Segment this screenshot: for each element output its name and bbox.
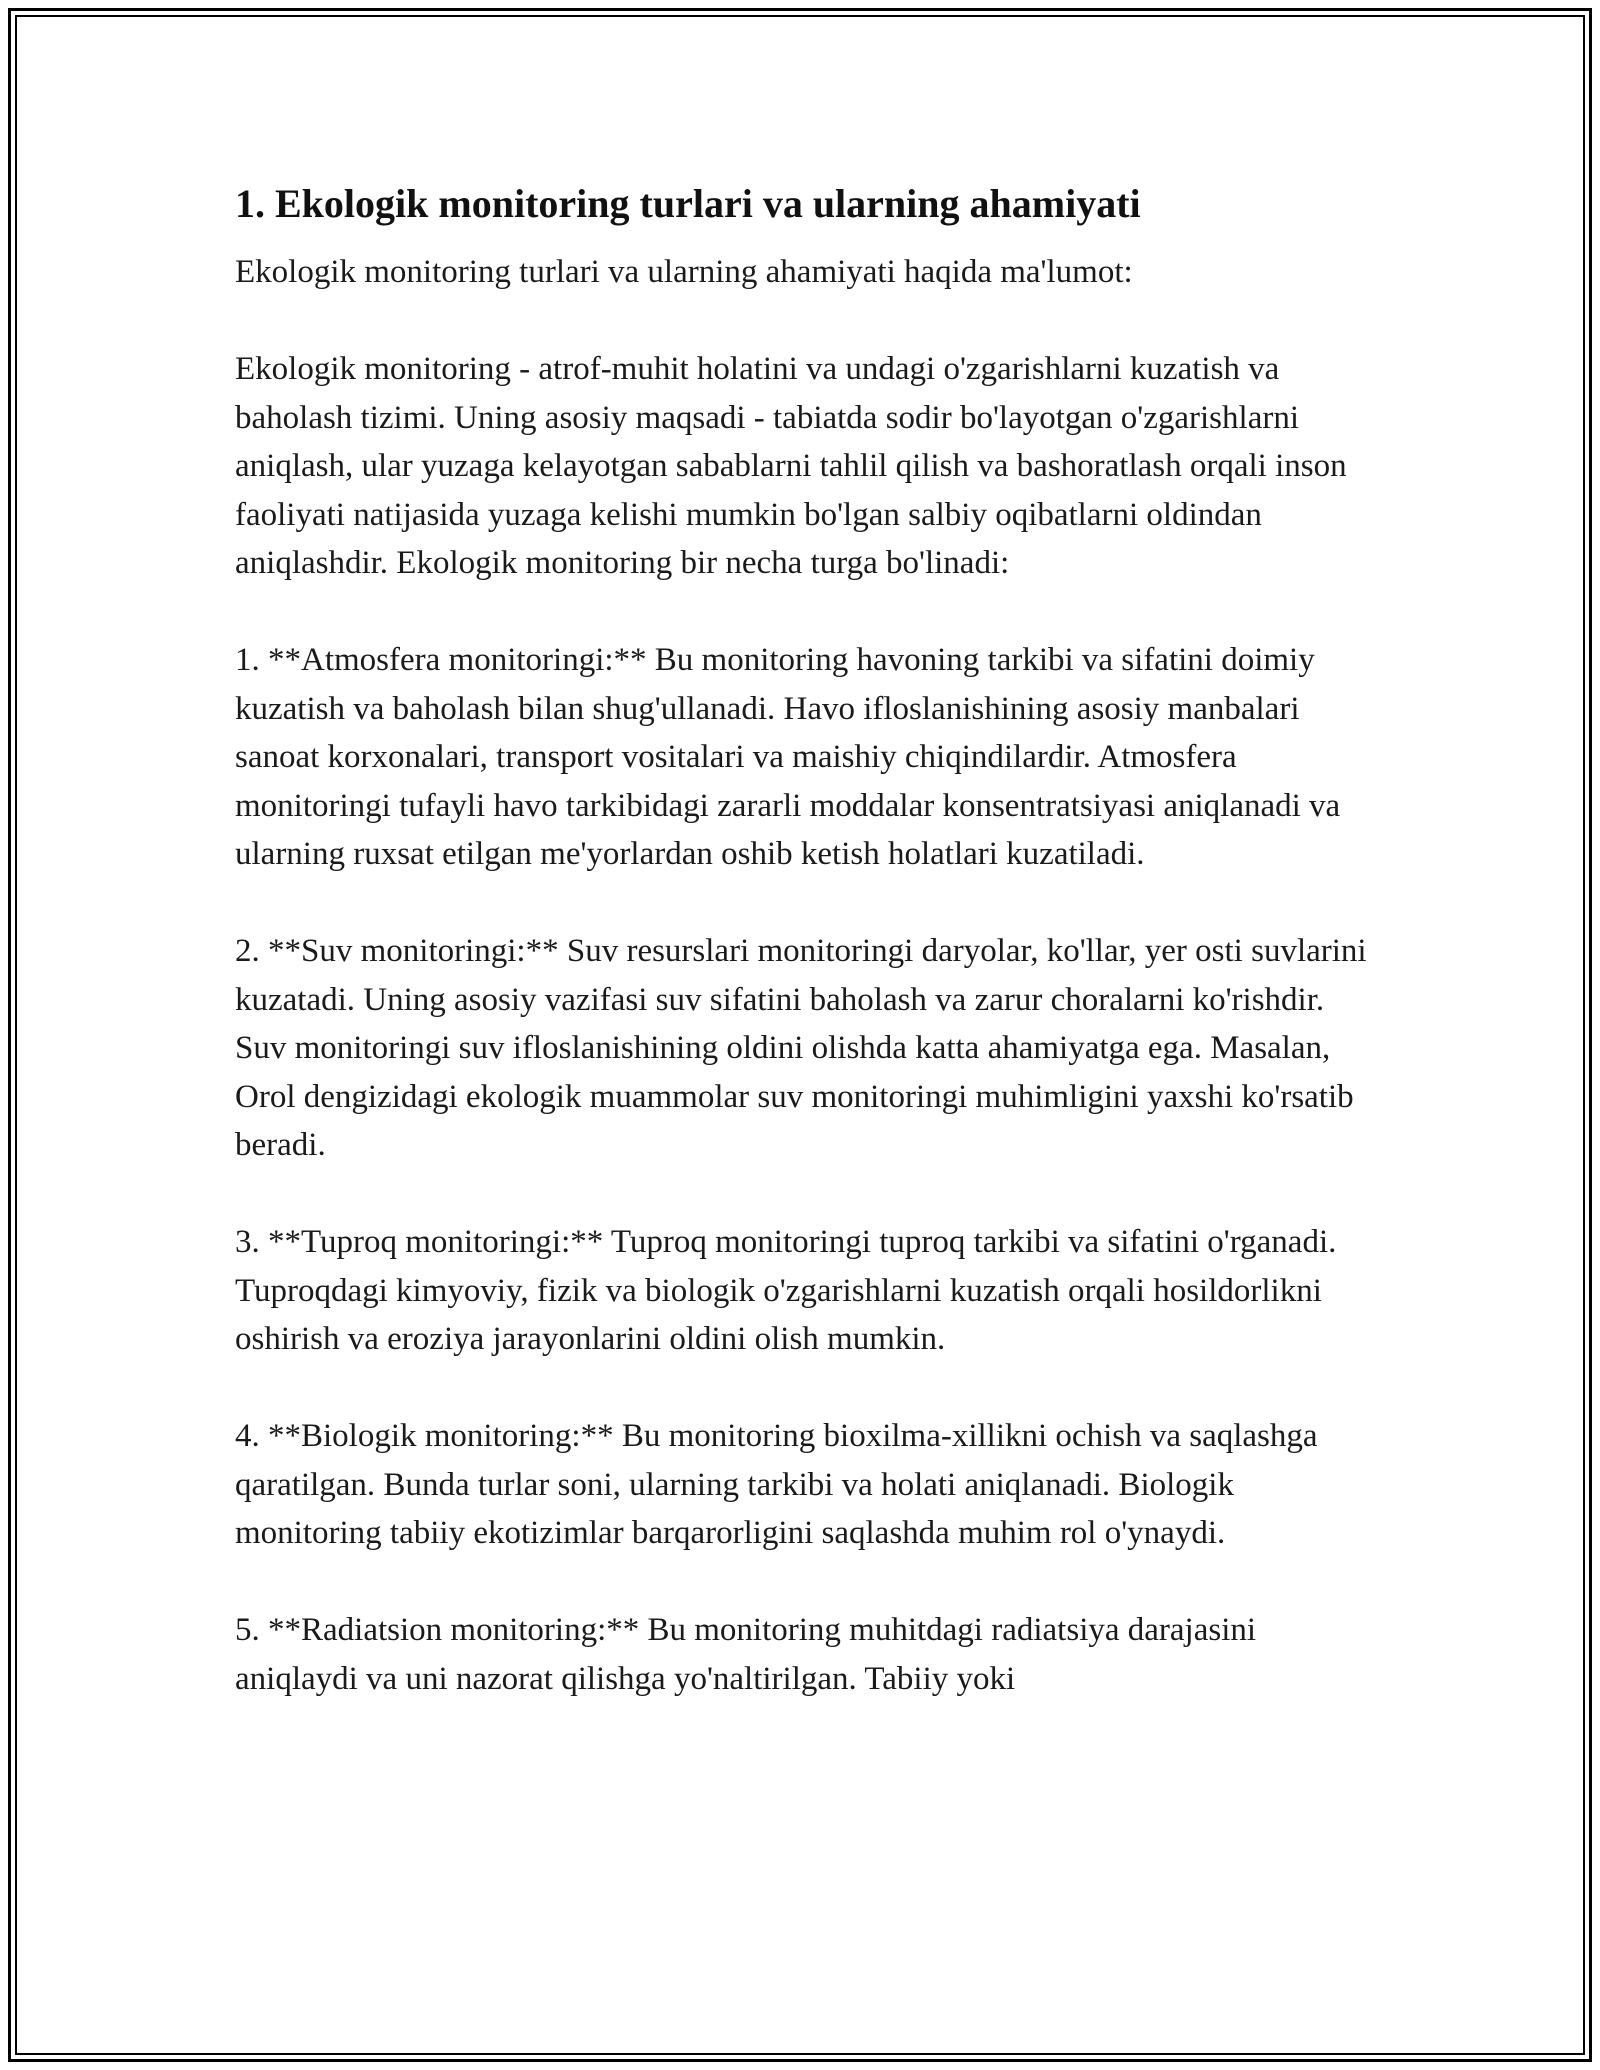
atmosphere-monitoring-paragraph: 1. **Atmosfera monitoringi:** Bu monitoring havoning tarkibi va sifatini doimiy kuzatish va baholash bilan shug'ullanadi. Havo ifloslanishining asosiy manbalari sanoat korxonalari, transport vositalari va maishiy chiqindilardir. Atmosfera monitoringi tufayli havo tarkibidagi zararli moddalar konsentratsiyasi aniqlanadi va ularning ruxsat etilgan me'yorlardan oshib ketish holatlari kuzatiladi. bbox=[235, 642, 1341, 872]
soil-monitoring-paragraph: 3. **Tuproq monitoringi:** Tuproq monitoringi tuproq tarkibi va sifatini o'rganadi. Tuproqdagi kimyoviy, fizik va biologik o'zgarishlarni kuzatish orqali hosildorlikni oshirish va eroziya jarayonlarini oldini olish mumkin. bbox=[235, 1224, 1337, 1357]
radiation-monitoring-paragraph: 5. **Radiatsion monitoring:** Bu monitoring muhitdagi radiatsiya darajasini aniqlaydi va uni nazorat qilishga yo'naltirilgan. Tabiiy yoki bbox=[235, 1612, 1257, 1697]
intro-paragraph: Ekologik monitoring turlari va ularning ahamiyati haqida ma'lumot: bbox=[235, 254, 1133, 290]
biological-monitoring-paragraph: 4. **Biologik monitoring:** Bu monitoring bioxilma-xillikni ochish va saqlashga qaratilgan. Bunda turlar soni, ularning tarkibi va holati aniqlanadi. Biologik monitoring tabiiy ekotizimlar barqarorligini saqlashda muhim rol o'ynaydi. bbox=[235, 1418, 1318, 1551]
document-body bbox=[235, 180, 1375, 1752]
definition-paragraph: Ekologik monitoring - atrof-muhit holatini va undagi o'zgarishlarni kuzatish va baholash tizimi. Uning asosiy maqsadi - tabiatda sodir bo'layotgan o'zgarishlarni aniqlash, ular yuzaga kelayotgan sabablarni tahlil qilish va bashoratlash orqali inson faoliyati natijasida yuzaga kelishi mumkin bo'lgan salbiy oqibatlarni oldindan aniqlashdir. Ekologik monitoring bir necha turga bo'linadi: bbox=[235, 351, 1347, 581]
water-monitoring-paragraph: 2. **Suv monitoringi:** Suv resurslari monitoringi daryolar, ko'llar, yer osti suvlarini kuzatadi. Uning asosiy vazifasi suv sifatini baholash va zarur choralarni ko'rishdir. Suv monitoringi suv ifloslanishining oldini olishda katta ahamiyatga ega. Masalan, Orol dengizidagi ekologik muammolar suv monitoringi muhimligini yaxshi ko'rsatib beradi. bbox=[235, 933, 1367, 1163]
document-title: 1. Ekologik monitoring turlari va ularning ahamiyati bbox=[235, 181, 1141, 226]
